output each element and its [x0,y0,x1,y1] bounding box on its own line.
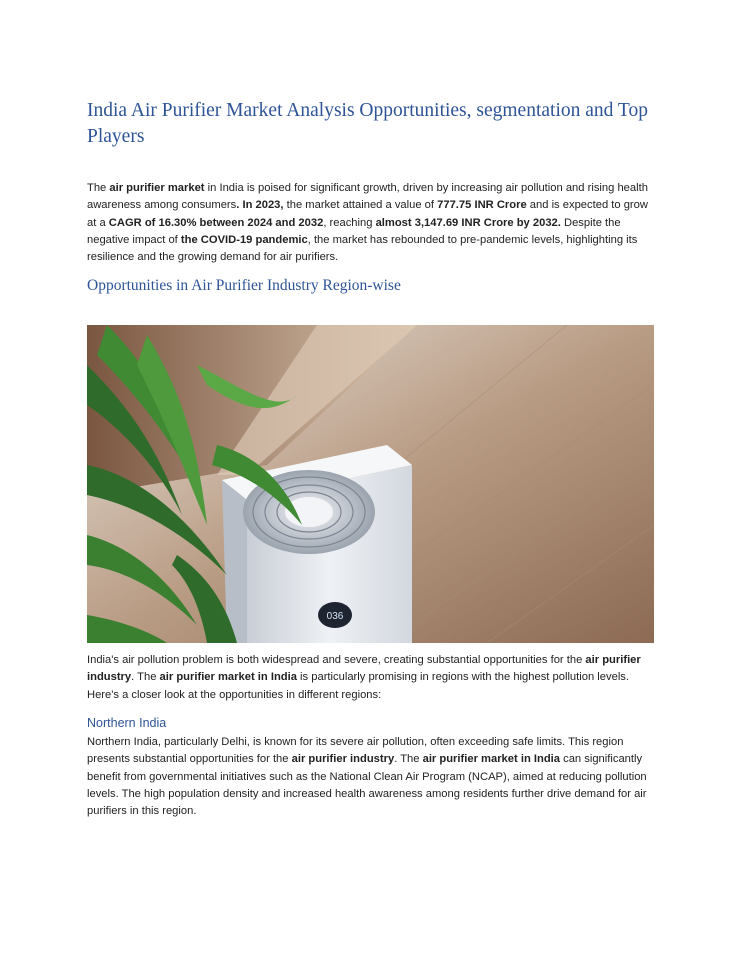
intro-text-5: , reaching [323,216,376,229]
para3-text-3: can significantly benefit from governmental initiatives such as the National Clean Air Program (NCAP), aimed at reducing pollution levels. The high population density and increased health awareness among residents further drive demand for air purifiers in this region. [87,753,647,818]
intro-bold-5: almost 3,147.69 INR Crore by 2032. [375,216,561,229]
para2-text-3: is particularly promising in regions with the highest pollution levels. Here's a closer look at the opportunities in different regions: [87,671,630,701]
air-purifier-illustration [87,325,654,643]
air-purifier-photo [87,325,654,643]
opportunities-paragraph [87,652,653,704]
para2-text-2: . The [131,671,160,684]
intro-bold-2: . In 2023, [236,199,284,212]
intro-text-2: in India is poised for significant growth, driven by increasing air pollution and rising health awareness among consumers [87,182,648,212]
para3-bold-2: air purifier market in India [422,753,560,766]
para3-text-2: . The [394,753,423,766]
northern-india-paragraph [87,734,653,820]
intro-text-1: The [87,182,110,194]
intro-bold-6: the COVID-19 pandemic [180,233,308,246]
intro-text-4: and is expected to grow at a [87,199,648,229]
document-title: India Air Purifier Market Analysis Opportunities, segmentation and Top Players [87,100,648,147]
para3-bold-1: air purifier industry [291,753,395,766]
intro-text-7: , the market has rebounded to pre-pandemic levels, highlighting its resilience and the growing demand for air purifiers. [87,233,638,264]
para2-text-1: India's air pollution problem is both widespread and severe, creating substantial opportunities for the [87,654,586,666]
para3-text-1: Northern India, particularly Delhi, is known for its severe air pollution, often exceeding safe limits. This region presents substantial opportunities for the [87,736,624,766]
intro-bold-1: air purifier market [109,182,205,194]
section-heading: Opportunities in Air Purifier Industry Region-wise [87,277,401,294]
para2-bold-1: air purifier industry [87,654,641,684]
intro-text-3: the market attained a value of [283,199,438,212]
intro-paragraph [87,180,653,266]
para2-bold-2: air purifier market in India [159,671,297,684]
subheading-northern-india: Northern India [87,716,167,730]
intro-text-6: Despite the negative impact of [87,216,621,246]
display-readout: 036 [326,611,344,622]
intro-bold-3: 777.75 INR Crore [437,199,527,212]
intro-bold-4: CAGR of 16.30% between 2024 and 2032 [108,216,324,229]
